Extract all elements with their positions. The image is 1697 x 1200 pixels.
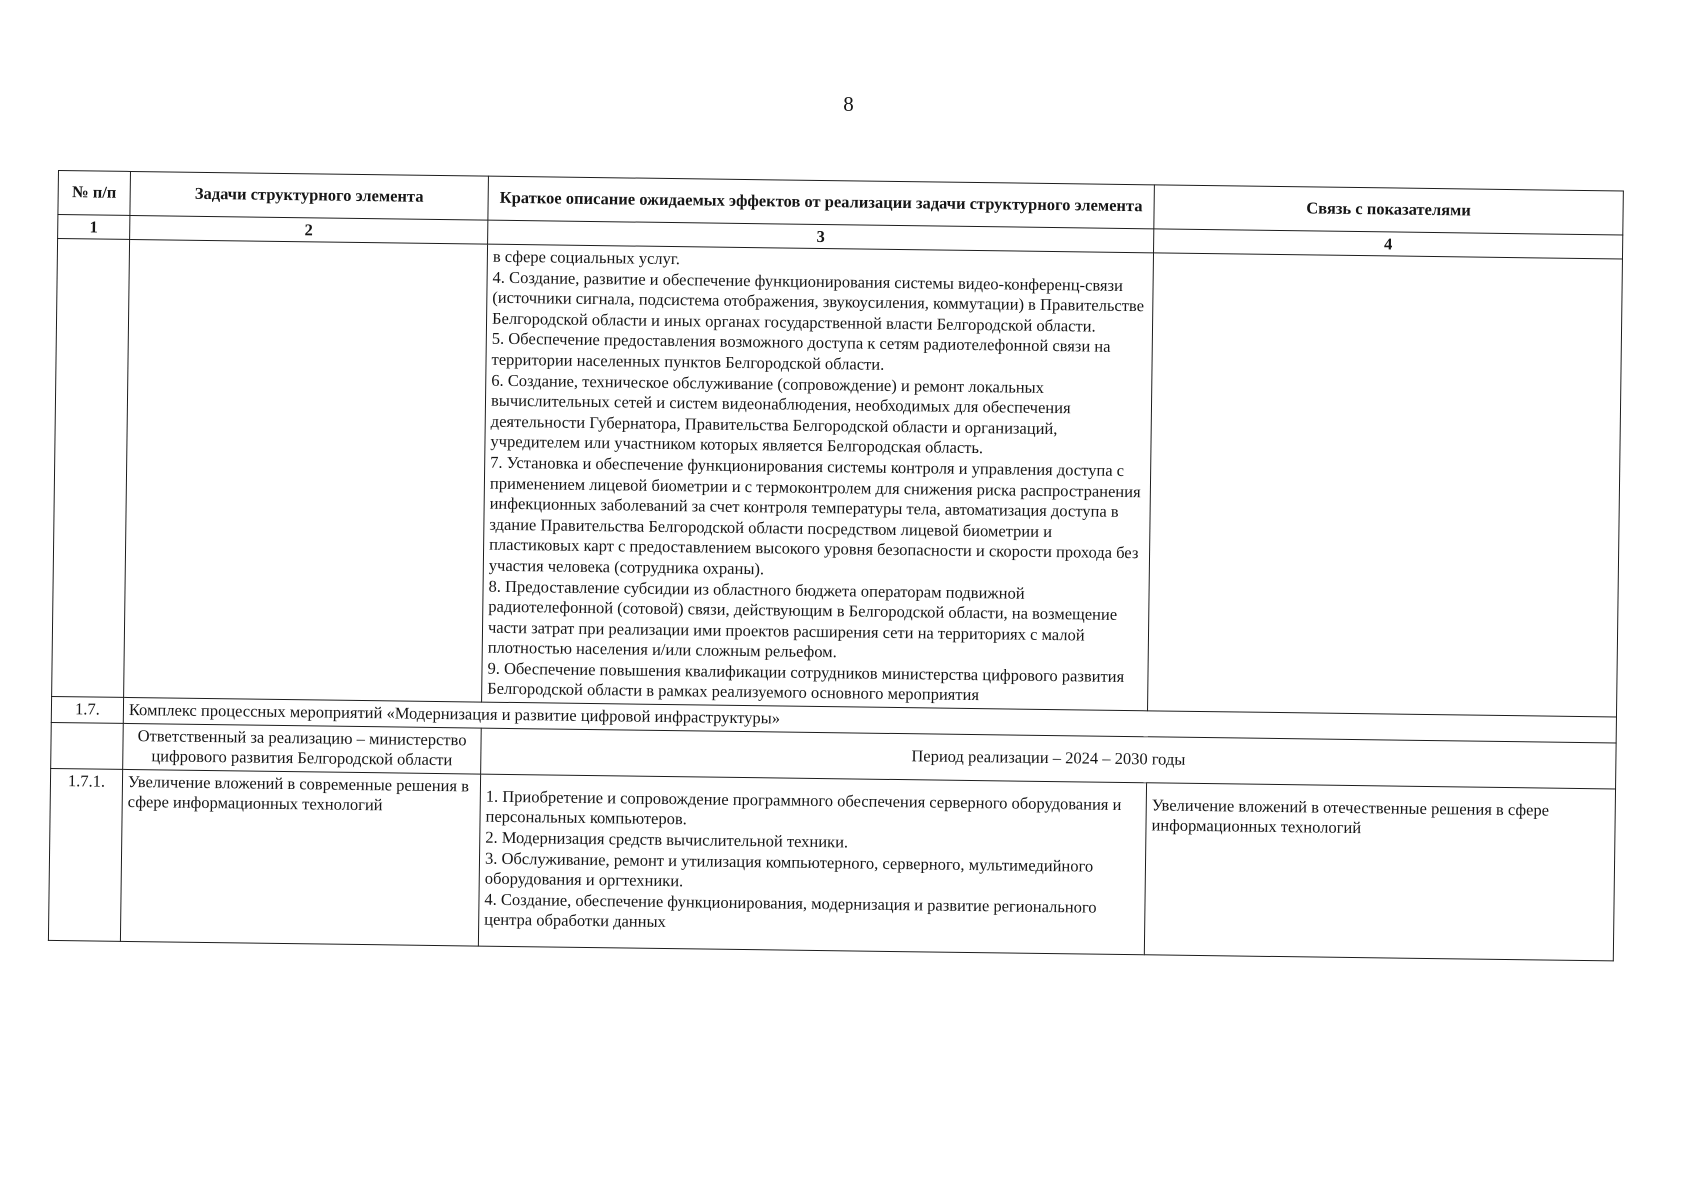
- header-number: № п/п: [58, 171, 131, 216]
- header-tasks: Задачи структурного элемента: [130, 171, 489, 220]
- description-line: 4. Создание, развитие и обеспечение функционирования системы видео-конференц-связи (источники сигнала, подсистема отображения, звукоусиления, коммутации) в Правительстве Белгородской области и иных органах государственной власти Белгородской области.: [491, 267, 1145, 336]
- empty-index-cell: [52, 239, 130, 698]
- description-line: 6. Создание, техническое обслуживание (сопровождение) и ремонт локальных вычислительных сетей и систем видеонаблюдения, необходимых для обеспечения деятельности Губернатора, Правительства Белгородской области и организаций, учредителем или участником которых является Белгородская область.: [490, 370, 1071, 458]
- description-line: 2. Модернизация средств вычислительной техники.: [485, 827, 849, 852]
- description-line: 4. Создание, обеспечение функционирования, модернизация и развитие регионального центра обработки данных: [484, 889, 1097, 932]
- task-index: 1.7.1.: [48, 768, 122, 941]
- description-line: 9. Обеспечение повышения квалификации сотрудников министерства цифрового развития Белгородской области в рамках реализуемого основного мероприятия: [487, 658, 1125, 705]
- period-cell: Период реализации – 2024 – 2030 годы: [481, 728, 1617, 789]
- indicator-cell: Увеличение вложений в отечественные решения в сфере информационных технологий: [1144, 783, 1615, 961]
- section-title: Комплекс процессных мероприятий «Модернизация и развитие цифровой инфраструктуры»: [123, 697, 1616, 742]
- empty-task-cell: [124, 239, 488, 702]
- description-line: в сфере социальных услуг.: [492, 246, 681, 269]
- header-description: Краткое описание ожидаемых эффектов от реализации задачи структурного элемента: [488, 176, 1155, 229]
- column-number: 2: [130, 215, 488, 244]
- section-index: 1.7.: [51, 697, 123, 724]
- description-line: 7. Установка и обеспечение функционирования системы контроля и управления доступа с применением лицевой биометрии и с термоконтролем для снижения риска распространения инфекционных заболеваний за счет контроля температуры тела, автоматизация доступа в здание Правительства Белгородской области посредством лицевой биометрии и пластиковых карт с предоставлением высокого уровня безопасности и скорости прохода без участия человека (сотрудника охраны).: [488, 452, 1141, 579]
- tasks-table: [48, 170, 1624, 961]
- description-line: 8. Предоставление субсидии из областного бюджета операторам подвижной радиотелефонной (сотовой) связи, действующим в Белгородской области, на возмещение части затрат при реализации ими проектов расширения сети на территориях с малой плотностью населения и/или сложным рельефом.: [487, 576, 1118, 662]
- task-row: [48, 768, 1615, 960]
- empty-index-cell: [51, 722, 124, 769]
- column-number: 1: [58, 215, 130, 240]
- description-line: 5. Обеспечение предоставления возможного доступа к сетям радиотелефонной связи на территории населенных пунктов Белгородской области.: [491, 329, 1111, 374]
- continued-description-cell: [482, 244, 1154, 711]
- task-description-cell: [478, 774, 1146, 955]
- responsible-cell: Ответственный за реализацию – министерство цифрового развития Белгородской области: [123, 723, 482, 774]
- continued-row: [52, 239, 1623, 718]
- header-indicators: Связь с показателями: [1154, 185, 1624, 235]
- page-number: 8: [843, 92, 854, 116]
- description-line: 3. Обслуживание, ремонт и утилизация компьютерного, серверного, мультимедийного оборудования и оргтехники.: [484, 848, 1094, 891]
- empty-indicator-cell: [1148, 253, 1623, 717]
- column-number: 3: [488, 220, 1154, 253]
- task-cell: Увеличение вложений в современные решения в сфере информационных технологий: [120, 769, 480, 946]
- description-line: 1. Приобретение и сопровождение программного обеспечения серверного оборудования и персональных компьютеров.: [485, 786, 1122, 829]
- column-number: 4: [1154, 229, 1623, 259]
